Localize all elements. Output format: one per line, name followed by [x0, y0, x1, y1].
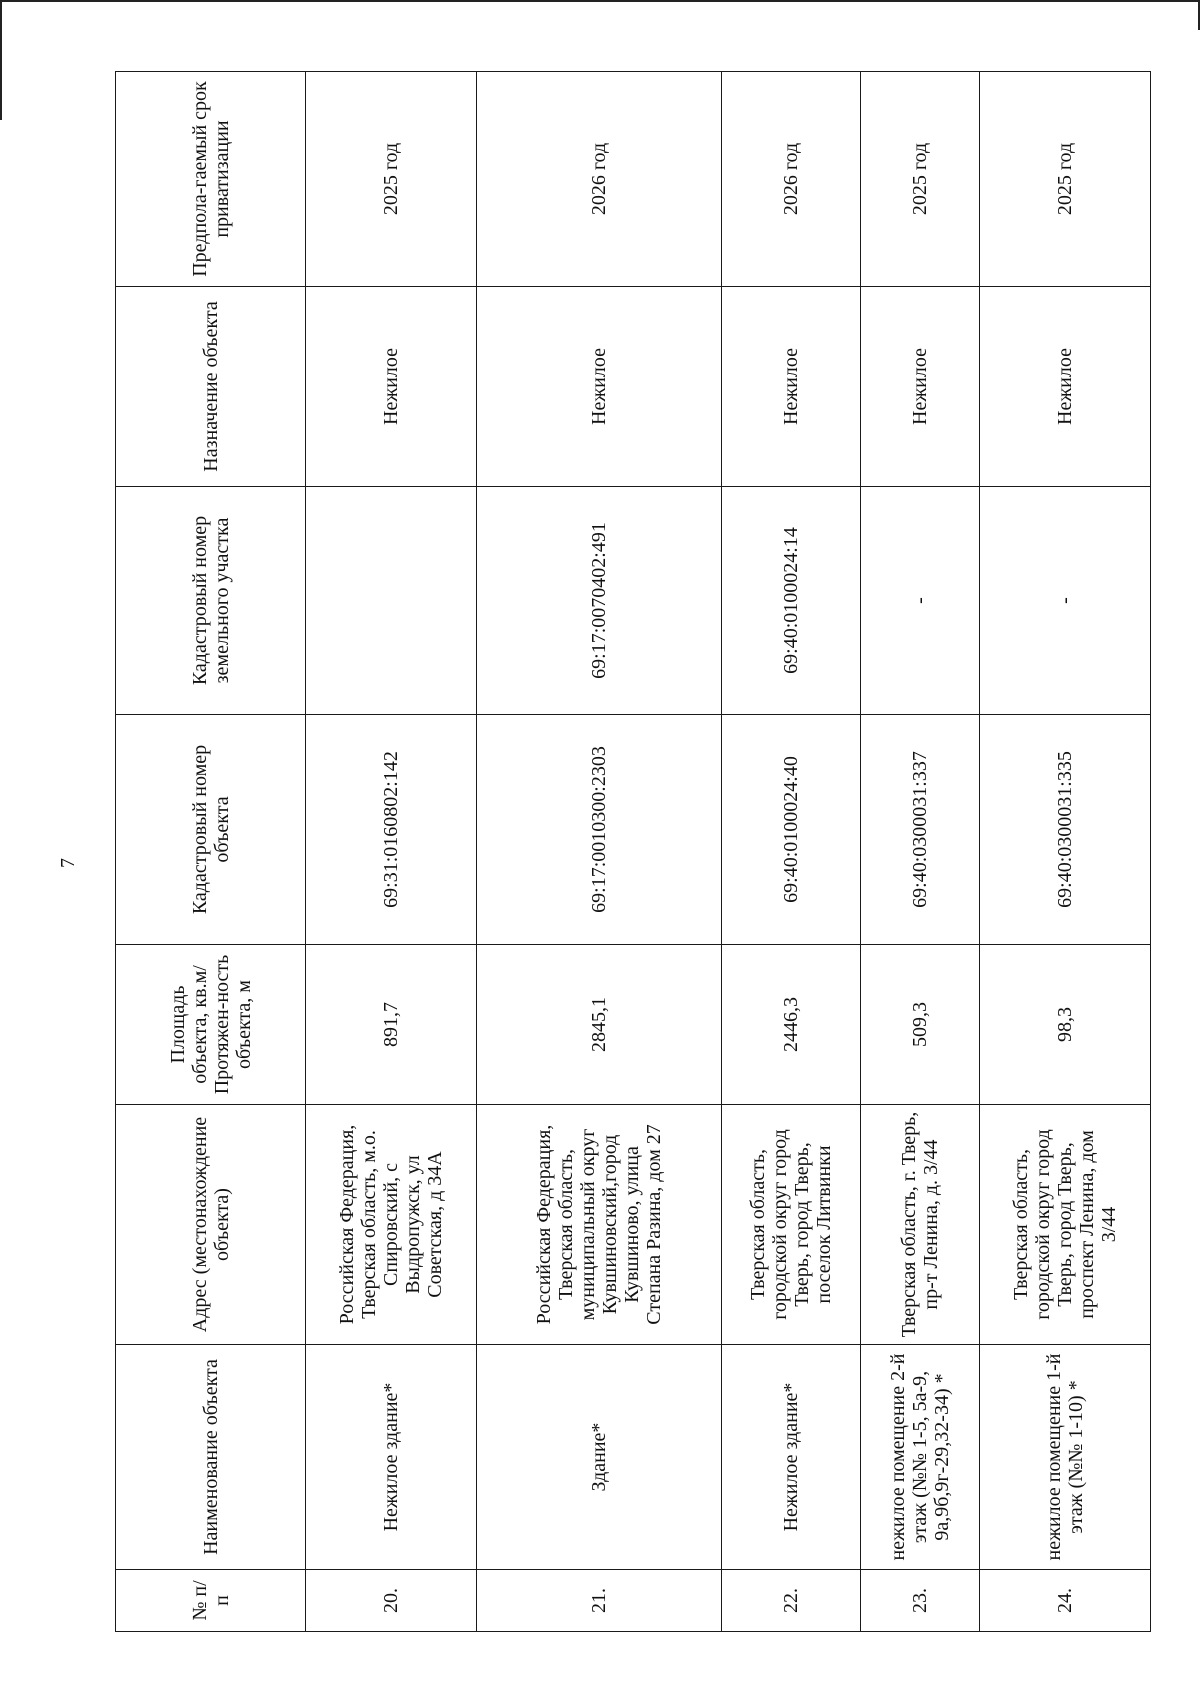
cell-address: Тверская область, г. Тверь, пр-т Ленина, д. 3/44: [861, 1105, 980, 1345]
cell-address: Тверская область, городской округ город Тверь, город Тверь, проспект Ленина, дом 3/44: [979, 1105, 1150, 1345]
cell-cadastral-object: 69:31:0160802:142: [306, 715, 477, 945]
header-address: Адрес (местонахождение объекта): [116, 1105, 306, 1345]
table-header-row: [116, 72, 306, 1632]
cell-term: 2025 год: [979, 72, 1150, 287]
cell-cadastral-object: 69:40:0300031:335: [979, 715, 1150, 945]
cell-purpose: Нежилое: [861, 287, 980, 487]
cell-cadastral-object: 69:40:0100024:40: [722, 715, 861, 945]
header-num: № п/п: [116, 1570, 306, 1632]
cell-purpose: Нежилое: [306, 287, 477, 487]
cell-cadastral-land: -: [861, 487, 980, 715]
cell-num: 20.: [306, 1570, 477, 1632]
cell-purpose: Нежилое: [979, 287, 1150, 487]
header-cadastral-object: Кадастровый номер объекта: [116, 715, 306, 945]
table-row: [477, 72, 722, 1632]
cell-address: Российская Федерация, Тверская область, м.о. Спировский, с Выдропужск, ул Советская, д 34А: [306, 1105, 477, 1345]
table-row: [306, 72, 477, 1632]
cell-name: нежилое помещение 2-й этаж (№№ 1-5, 5а-9, 9а,9б,9г-29,32-34) *: [861, 1345, 980, 1570]
header-name: Наименование объекта: [116, 1345, 306, 1570]
privatization-table: [115, 71, 1151, 1632]
cell-num: 22.: [722, 1570, 861, 1632]
page-number: 7: [57, 858, 79, 868]
header-area: Площадь объекта, кв.м/ Протяжен-ность объекта, м: [116, 945, 306, 1105]
cell-cadastral-land: -: [979, 487, 1150, 715]
table-row: [722, 72, 861, 1632]
cell-cadastral-land: 69:40:0100024:14: [722, 487, 861, 715]
page-frame-left: [0, 0, 2, 120]
cell-cadastral-object: 69:40:0300031:337: [861, 715, 980, 945]
cell-num: 21.: [477, 1570, 722, 1632]
cell-purpose: Нежилое: [722, 287, 861, 487]
page-frame-top: [0, 0, 1200, 2]
cell-area: 98,3: [979, 945, 1150, 1105]
cell-name: Нежилое здание*: [722, 1345, 861, 1570]
table-row: [979, 72, 1150, 1632]
cell-address: Тверская область, городской округ город Тверь, город Тверь, поселок Литвинки: [722, 1105, 861, 1345]
cell-cadastral-object: 69:17:0010300:2303: [477, 715, 722, 945]
cell-area: 891,7: [306, 945, 477, 1105]
cell-cadastral-land: 69:17:0070402:491: [477, 487, 722, 715]
cell-area: 2845,1: [477, 945, 722, 1105]
cell-num: 24.: [979, 1570, 1150, 1632]
cell-area: 509,3: [861, 945, 980, 1105]
cell-address: Российская Федерация, Тверская область, муниципальный округ Кувшиновский,город Кувшиново, улица Степана Разина, дом 27: [477, 1105, 722, 1345]
cell-term: 2026 год: [477, 72, 722, 287]
rotated-table-container: [115, 72, 1151, 1632]
cell-term: 2026 год: [722, 72, 861, 287]
cell-name: нежилое помещение 1-й этаж (№№ 1-10) *: [979, 1345, 1150, 1570]
header-cadastral-land: Кадастровый номер земельного участка: [116, 487, 306, 715]
header-term: Предпола-гаемый срок приватизации: [116, 72, 306, 287]
table-row: [861, 72, 980, 1632]
cell-term: 2025 год: [306, 72, 477, 287]
cell-area: 2446,3: [722, 945, 861, 1105]
cell-num: 23.: [861, 1570, 980, 1632]
cell-name: Здание*: [477, 1345, 722, 1570]
cell-term: 2025 год: [861, 72, 980, 287]
header-purpose: Назначение объекта: [116, 287, 306, 487]
cell-purpose: Нежилое: [477, 287, 722, 487]
cell-cadastral-land: [306, 487, 477, 715]
cell-name: Нежилое здание*: [306, 1345, 477, 1570]
